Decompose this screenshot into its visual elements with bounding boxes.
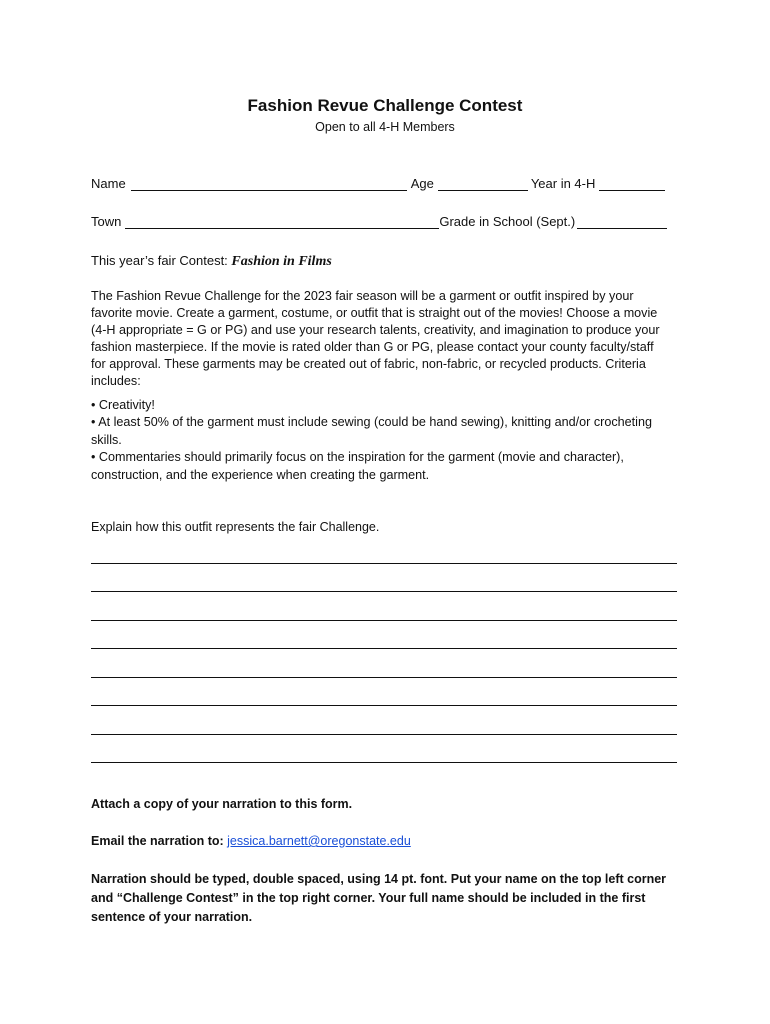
name-age-year-row (91, 176, 681, 191)
contest-prefix: This year’s fair Contest: (91, 253, 232, 268)
grade-field[interactable] (577, 214, 667, 229)
criteria-item: • At least 50% of the garment must include sewing (could be hand sewing), knitting and/or crocheting skills. (91, 415, 652, 447)
criteria-item: construction, and the experience when creating the garment. (91, 467, 430, 482)
year-in-4h-field[interactable] (599, 176, 665, 191)
explain-prompt: Explain how this outfit represents the fair Challenge. (91, 520, 380, 534)
document-subtitle: Open to all 4-H Members (315, 120, 455, 134)
contest-name: Fashion in Films (231, 254, 332, 269)
age-label: Age (410, 176, 434, 191)
attach-instruction: Attach a copy of your narration to this form. (91, 797, 353, 811)
email-link[interactable]: jessica.barnett@oregonstate.edu (227, 834, 411, 848)
email-instruction (91, 832, 681, 851)
answer-line[interactable] (91, 591, 677, 592)
criteria-list (91, 397, 671, 484)
age-field[interactable] (438, 176, 528, 191)
criteria-item: • Commentaries should primarily focus on the inspiration for the garment (movie and character), (91, 450, 624, 465)
contest-line (91, 253, 332, 270)
answer-line[interactable] (91, 705, 677, 706)
grade-label: Grade in School (Sept.) (439, 214, 576, 229)
email-label: Email the narration to: (91, 834, 228, 848)
year-in-4h-label: Year in 4-H (530, 176, 596, 191)
town-label: Town (91, 214, 122, 229)
description-paragraph: The Fashion Revue Challenge for the 2023 fair season will be a garment or outfit inspired by your favorite movie. Create a garment, costume, or outfit that is straight out of the movies! Choose a movie (4-H appropriate = G or PG) and use your research talents, creativity, and imagination to produce your fashion masterpiece. If the movie is rated older than G or PG, please contact your county faculty/staff for approval. These garments may be created out of fabric, non-fabric, or recycled products. Criteria includes: (91, 289, 660, 388)
criteria-item: • Creativity! (91, 398, 155, 412)
name-label: Name (91, 176, 126, 191)
town-grade-row (91, 214, 681, 229)
format-instruction: Narration should be typed, double spaced, using 14 pt. font. Put your name on the top left corner and “Challenge Contest” in the top right corner. Your full name should be included in the first sentence of your narration. (91, 872, 667, 924)
answer-line[interactable] (91, 648, 677, 649)
name-field[interactable] (131, 176, 407, 191)
answer-line[interactable] (91, 762, 677, 763)
town-field[interactable] (125, 214, 439, 229)
document-title: Fashion Revue Challenge Contest (247, 96, 523, 115)
answer-line[interactable] (91, 563, 677, 564)
answer-line[interactable] (91, 677, 677, 678)
answer-line[interactable] (91, 734, 677, 735)
answer-line[interactable] (91, 620, 677, 621)
